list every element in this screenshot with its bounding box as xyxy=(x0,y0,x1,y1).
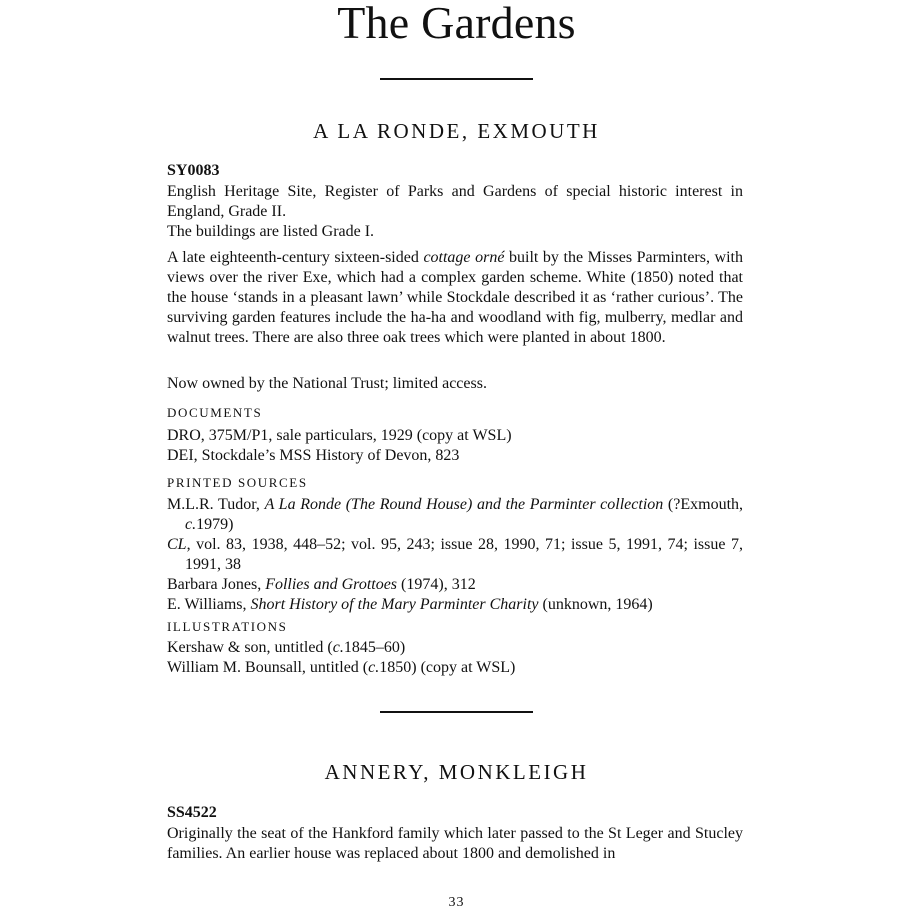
section-heading-annery: ANNERY, MONKLEIGH xyxy=(324,760,589,784)
designation-line: English Heritage Site, Register of Parks and Gardens of special historic interest in England, Grade II. xyxy=(167,183,743,220)
printed-sources-label: PRINTED SOURCES xyxy=(167,475,308,490)
list-item: William M. Bounsall, untitled (c.1850) (copy at WSL) xyxy=(167,659,516,676)
documents-list xyxy=(167,426,743,466)
list-item: Barbara Jones, Follies and Grottoes (1974), 312 xyxy=(167,576,476,593)
page-title: The Gardens xyxy=(337,0,576,48)
list-item: DRO, 375M/P1, sale particulars, 1929 (copy at WSL) xyxy=(167,427,512,444)
section-divider xyxy=(380,711,533,713)
designation-text xyxy=(167,182,743,242)
printed-sources-list xyxy=(167,495,743,615)
list-item: DEI, Stockdale’s MSS History of Devon, 823 xyxy=(167,447,460,464)
ownership-note: Now owned by the National Trust; limited access. xyxy=(167,375,487,392)
description-paragraph: Originally the seat of the Hankford family which later passed to the St Leger and Stucley families. An earlier house was replaced about 1800 and demolished in xyxy=(167,825,743,862)
designation-line: The buildings are listed Grade I. xyxy=(167,223,375,240)
title-divider xyxy=(380,78,533,80)
illustrations-list xyxy=(167,638,743,678)
documents-label: DOCUMENTS xyxy=(167,405,263,420)
section-heading-a-la-ronde: A LA RONDE, EXMOUTH xyxy=(313,119,600,143)
grid-reference: SS4522 xyxy=(167,804,217,821)
list-item: CL, vol. 83, 1938, 448–52; vol. 95, 243; issue 28, 1990, 71; issue 5, 1991, 74; issue 7, 1991, 38 xyxy=(167,536,743,573)
illustrations-label: ILLUSTRATIONS xyxy=(167,619,288,634)
list-item: E. Williams, Short History of the Mary Parminter Charity (unknown, 1964) xyxy=(167,596,653,613)
grid-reference: SY0083 xyxy=(167,162,220,179)
page-number: 33 xyxy=(448,895,465,910)
description-text: A late eighteenth-century sixteen-sided cottage orné built by the Misses Parminters, with views over the river Exe, which had a complex garden scheme. White (1850) noted that the house ‘stands in a pleasant lawn’ while Stockdale described it as ‘rather curious’. The surviving garden features include the ha-ha and woodland with fig, mulberry, medlar and walnut trees. There are also three oak trees which were planted in about 1800. xyxy=(167,249,743,346)
description-paragraph xyxy=(167,248,743,348)
list-item: Kershaw & son, untitled (c.1845–60) xyxy=(167,639,406,656)
list-item: M.L.R. Tudor, A La Ronde (The Round House) and the Parminter collection (?Exmouth, c.1979) xyxy=(167,496,744,533)
